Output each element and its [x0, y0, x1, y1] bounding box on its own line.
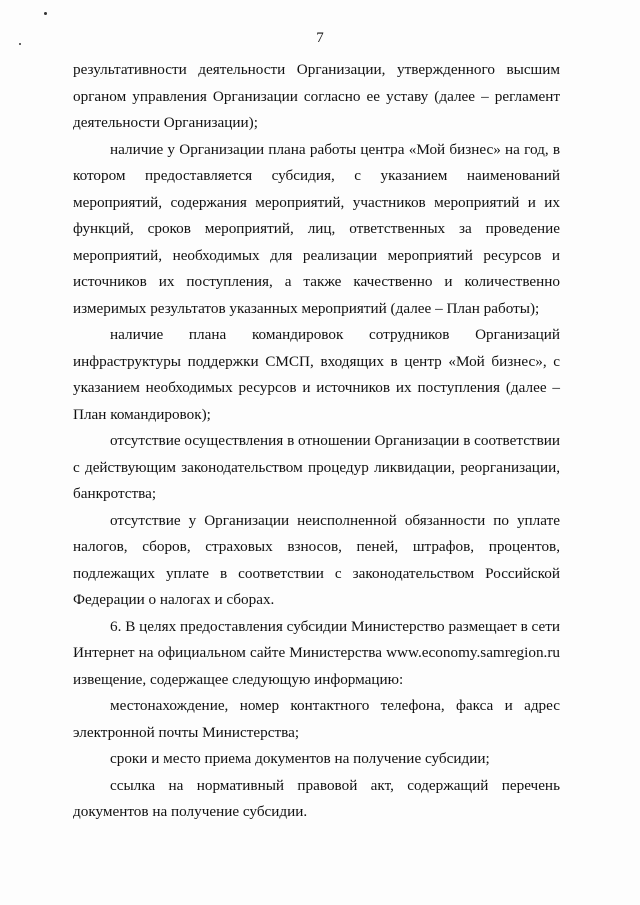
paragraph: сроки и место приема документов на получение субсидии;	[110, 750, 490, 767]
paragraph: местонахождение, номер контактного телефона, факса и адрес электронной почты Министерства;	[73, 697, 560, 741]
paragraph: отсутствие у Организации неисполненной обязанности по уплате налогов, сборов, страховых взносов, пеней, штрафов, процентов, подлежащих уплате в соответствии с законодательством Российской Федерации о налогах и сборах.	[73, 511, 560, 608]
paragraph: ссылка на нормативный правовой акт, содержащий перечень документов на получение субсидии.	[73, 776, 560, 820]
page-number: 7	[316, 30, 324, 46]
scan-artifact-dot	[44, 12, 47, 15]
body-text	[73, 57, 560, 826]
paragraph: отсутствие осуществления в отношении Организации в соответствии с действующим законодательством процедур ликвидации, реорганизации, банкротства;	[73, 432, 560, 502]
paragraph: 6. В целях предоставления субсидии Министерство размещает в сети Интернет на официальном сайте Министерства www.economy.samregion.ru извещение, содержащее следующую информацию:	[73, 617, 560, 688]
paragraph: результативности деятельности Организации, утвержденного высшим органом управления Организации согласно ее уставу (далее – регламент деятельности Организации);	[73, 61, 560, 131]
paragraph: наличие у Организации плана работы центра «Мой бизнес» на год, в котором предоставляется субсидия, с указанием наименований мероприятий, содержания мероприятий, участников мероприятий и их функций, сроков мероприятий, лиц, ответственных за проведение мероприятий, необходимых для реализации мероприятий ресурсов и источников их поступления, а также качественно и количественно измеримых результатов указанных мероприятий (далее – План работы);	[73, 140, 560, 317]
paragraph: наличие плана командировок сотрудников Организаций инфраструктуры поддержки СМСП, входящих в центр «Мой бизнес», с указанием необходимых ресурсов и источников их поступления (далее – План командировок);	[73, 326, 560, 423]
